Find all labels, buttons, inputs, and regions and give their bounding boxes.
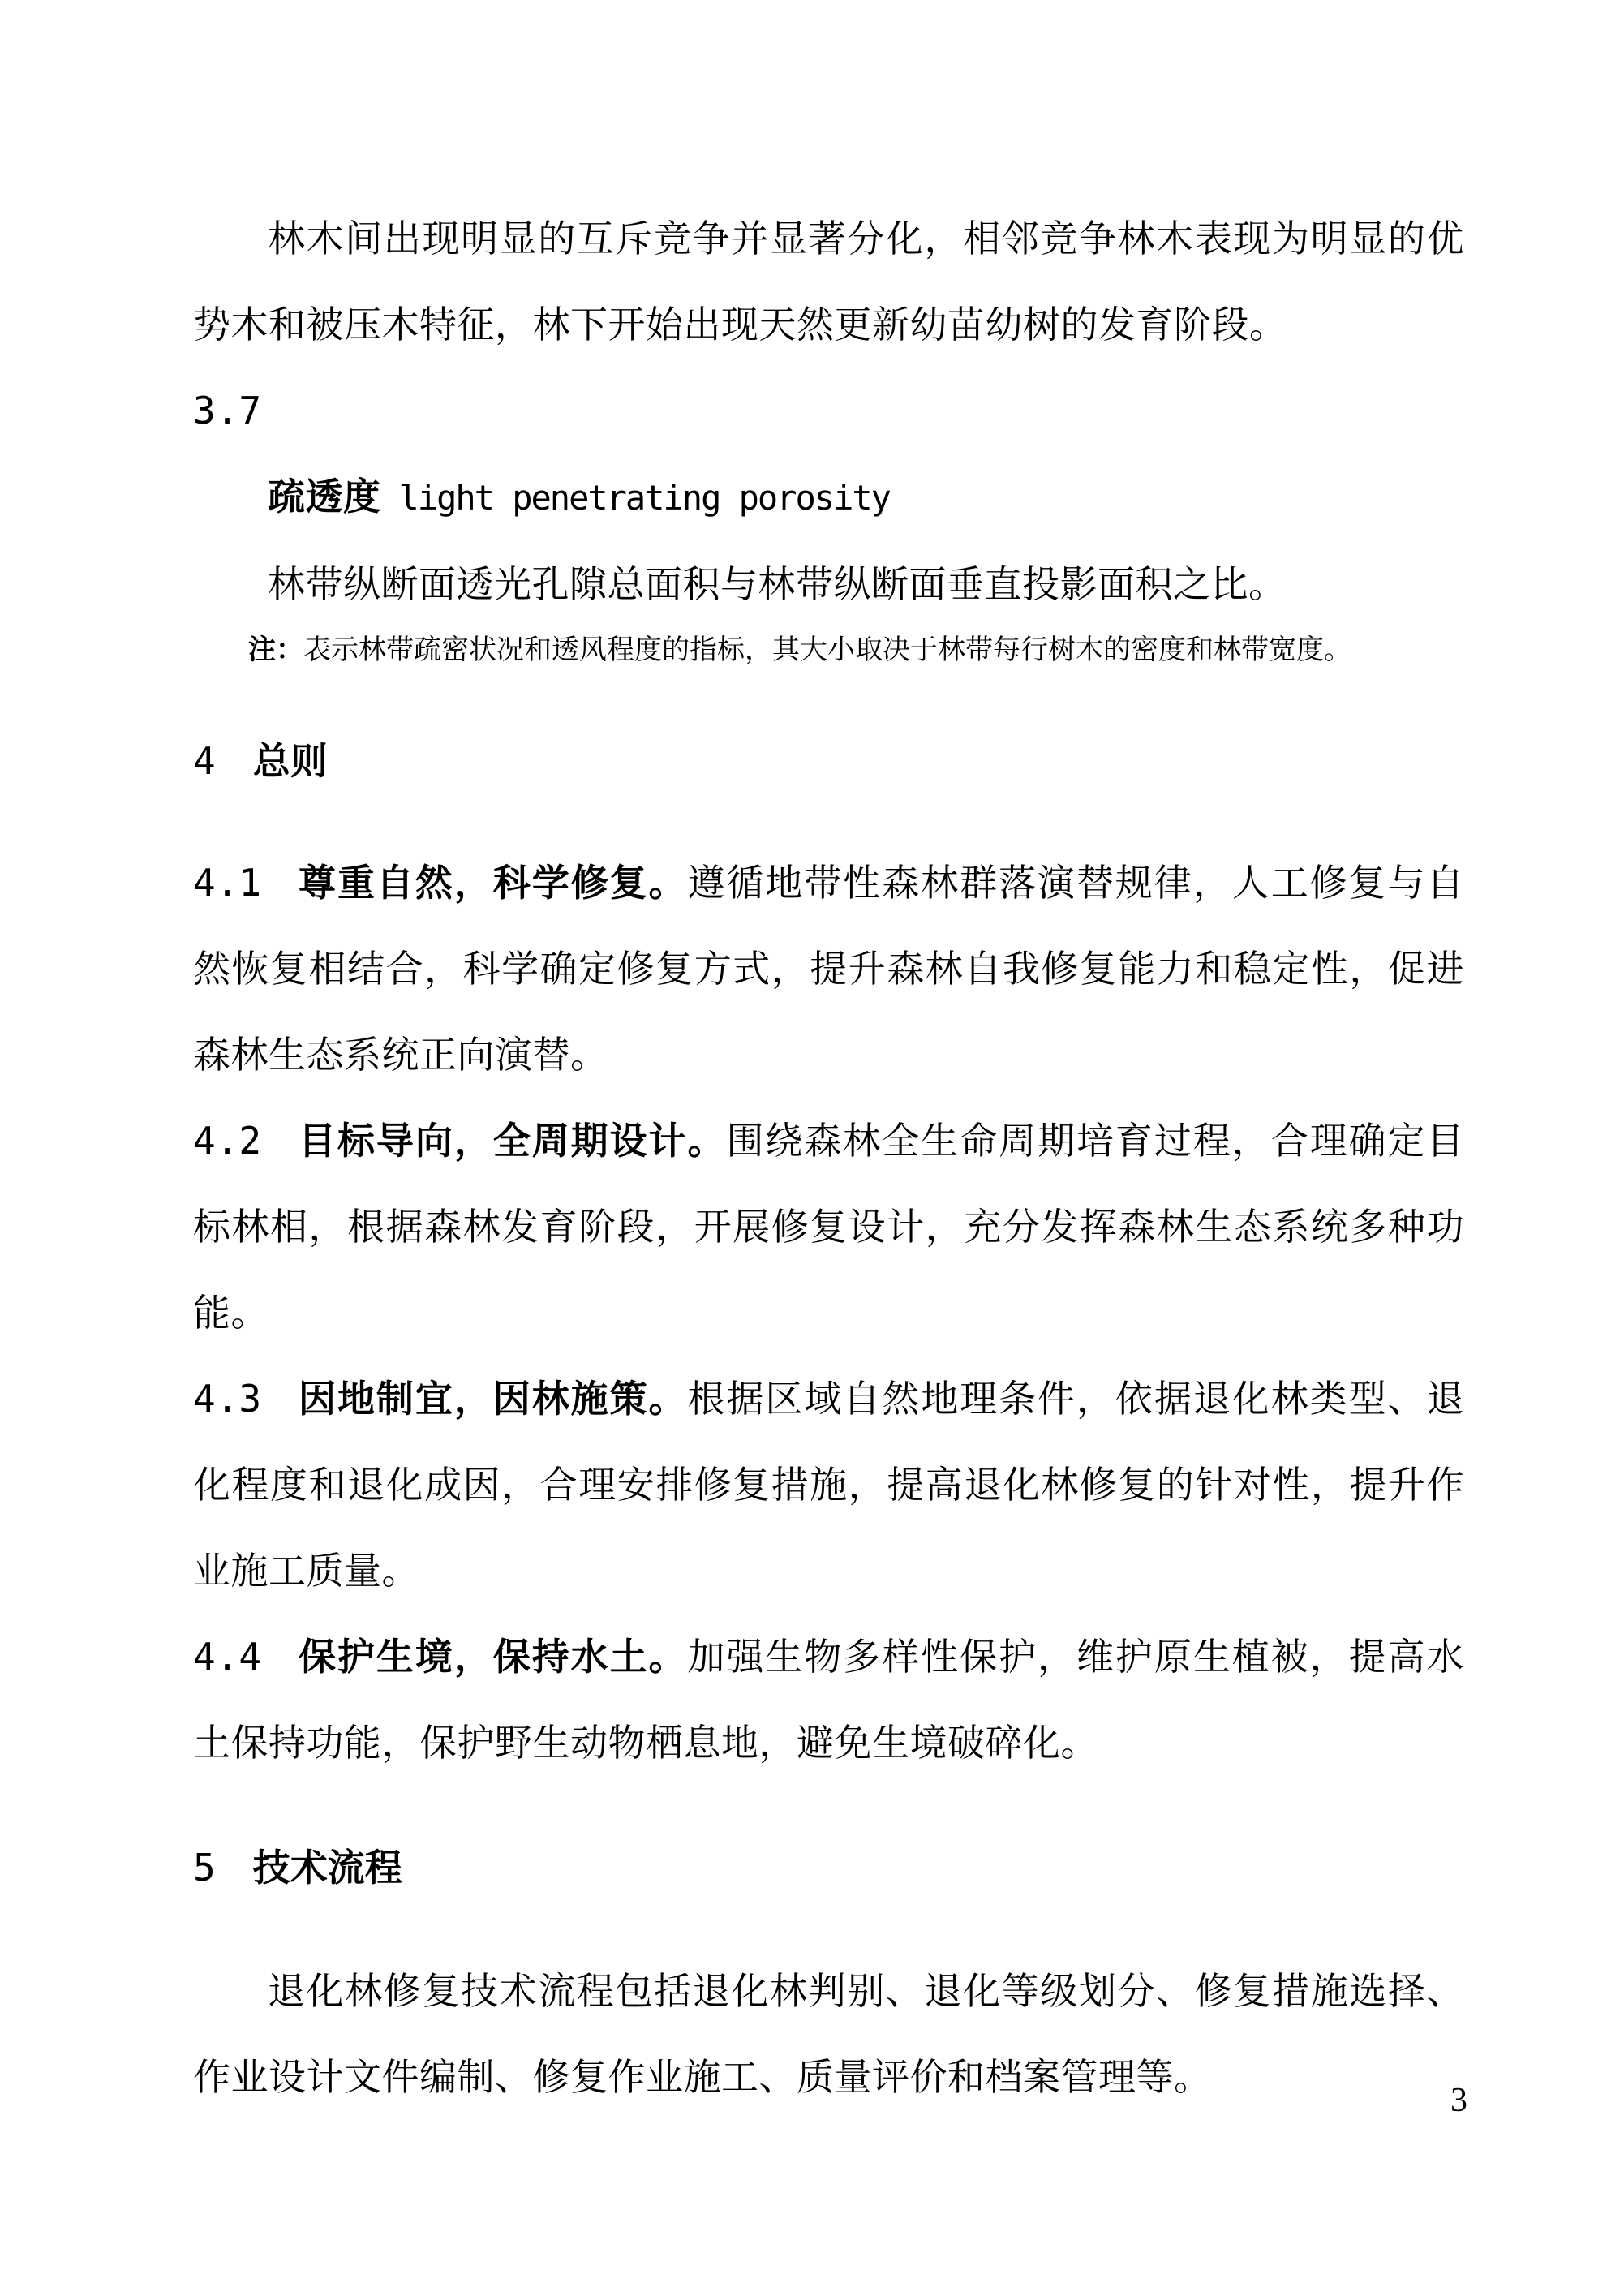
clause-4-3-number: 4.3 — [193, 1377, 262, 1421]
term-definition: 林带纵断面透光孔隙总面积与林带纵断面垂直投影面积之比。 — [268, 562, 1287, 606]
section-4-title: 总则 — [252, 739, 328, 783]
section-5-heading — [193, 1825, 1464, 1911]
term-note — [193, 616, 1464, 684]
document-body — [193, 196, 1464, 2120]
clause-4-4-text: 加强生物多样性保护，维护原生植被，提高水土保持功能，保护野生动物栖息地，避免生境破碎化。 — [193, 1635, 1465, 1765]
section-5-number: 5 — [193, 1846, 216, 1890]
clause-4-4-number: 4.4 — [193, 1635, 262, 1679]
section-4-number: 4 — [193, 739, 216, 783]
section-5-title: 技术流程 — [252, 1846, 402, 1890]
clause-4-2-number: 4.2 — [193, 1119, 262, 1163]
clause-4-2-lead: 目标导向，全周期设计。 — [297, 1119, 727, 1163]
clause-4-1-lead: 尊重自然，科学修复。 — [297, 861, 688, 905]
clause-number-3-7: 3.7 — [193, 389, 262, 432]
page-number: 3 — [1450, 2082, 1467, 2119]
clause-4-4-lead: 保护生境，保持水土。 — [297, 1635, 688, 1679]
clause-4-3-lead: 因地制宜，因林施策。 — [297, 1377, 688, 1421]
clause-4-1-number: 4.1 — [193, 861, 262, 905]
clause-4-3 — [193, 1356, 1464, 1614]
term-en-label: light penetrating porosity — [398, 478, 890, 518]
process-paragraph: 退化林修复技术流程包括退化林判别、退化等级划分、修复措施选择、作业设计文件编制、修复作业施工、质量评价和档案管理等。 — [193, 1969, 1464, 2099]
clause-4-4 — [193, 1614, 1464, 1786]
clause-4-1 — [193, 840, 1464, 1098]
section-4-heading — [193, 718, 1464, 804]
term-cn-label: 疏透度 — [268, 475, 381, 518]
note-label: 注： — [248, 634, 303, 666]
clause-4-3-text: 根据区域自然地理条件，依据退化林类型、退化程度和退化成因，合理安排修复措施，提高退化林修复的针对性，提升作业施工质量。 — [193, 1377, 1465, 1593]
clause-4-2-text: 围绕森林全生命周期培育过程，合理确定目标林相，根据森林发育阶段，开展修复设计，充分发挥森林生态系统多种功能。 — [193, 1119, 1465, 1335]
note-text: 表示林带疏密状况和透风程度的指标，其大小取决于林带每行树木的密度和林带宽度。 — [303, 634, 1351, 666]
clause-4-1-text: 遵循地带性森林群落演替规律，人工修复与自然恢复相结合，科学确定修复方式，提升森林自我修复能力和稳定性，促进森林生态系统正向演替。 — [193, 861, 1465, 1077]
term-line — [193, 454, 1464, 541]
clause-4-2 — [193, 1098, 1464, 1356]
intro-paragraph: 林木间出现明显的互斥竞争并显著分化，相邻竞争林木表现为明显的优势木和被压木特征，林下开始出现天然更新幼苗幼树的发育阶段。 — [193, 217, 1464, 346]
